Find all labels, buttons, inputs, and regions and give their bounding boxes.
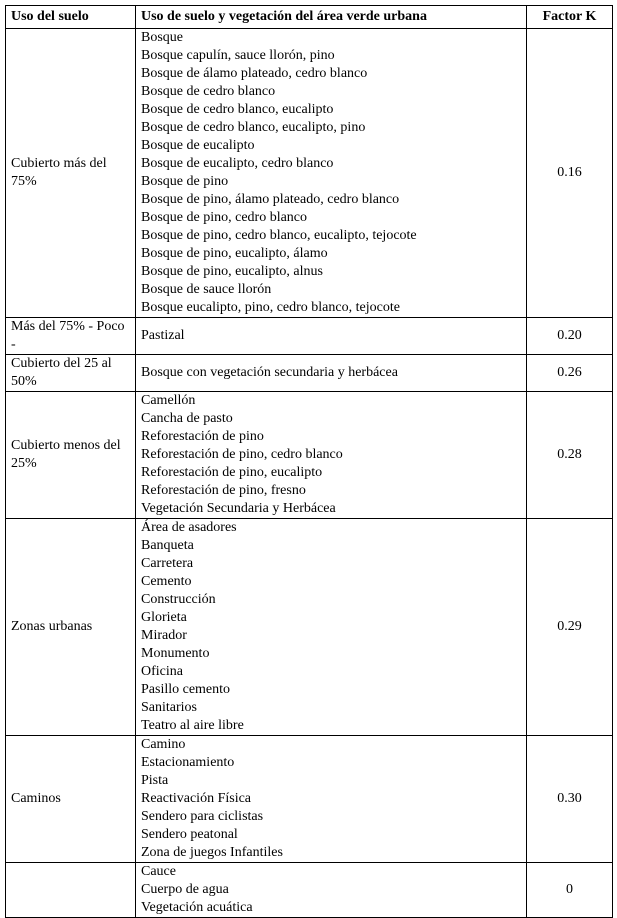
vegetation-item: Bosque de pino, cedro blanco <box>141 210 308 225</box>
vegetation-item: Cuerpo de agua <box>141 882 229 897</box>
vegetation-item: Bosque capulín, sauce llorón, pino <box>141 48 335 63</box>
table-row <box>6 519 613 736</box>
vegetation-item: Bosque de pino <box>141 174 229 189</box>
vegetation-item: Sendero para ciclistas <box>141 809 264 824</box>
land-use-cell <box>6 355 136 392</box>
factor-k-value: 0.30 <box>527 736 613 863</box>
soil-factor-table <box>5 5 613 918</box>
vegetation-item: Cancha de pasto <box>141 411 233 426</box>
vegetation-item: Cemento <box>141 574 192 589</box>
vegetation-item: Oficina <box>141 664 183 679</box>
vegetation-item: Glorieta <box>141 610 187 625</box>
vegetation-item: Vegetación Secundaria y Herbácea <box>141 501 336 516</box>
vegetation-item: Zona de juegos Infantiles <box>141 845 283 860</box>
land-use-label: Cubierto menos del 25% <box>11 438 121 471</box>
land-use-cell <box>6 736 136 863</box>
header-land-use: Uso del suelo <box>6 6 136 29</box>
table-body <box>6 29 613 918</box>
vegetation-list-cell <box>136 318 527 355</box>
vegetation-item: Pastizal <box>141 328 185 343</box>
vegetation-item: Teatro al aire libre <box>141 718 244 733</box>
vegetation-item: Bosque de pino, cedro blanco, eucalipto, tejocote <box>141 228 417 243</box>
land-use-label: Más del 75% - Poco - <box>11 319 125 352</box>
vegetation-item: Carretera <box>141 556 194 571</box>
vegetation-item: Bosque <box>141 30 183 45</box>
vegetation-item: Vegetación acuática <box>141 900 253 915</box>
land-use-label: Caminos <box>11 791 61 806</box>
land-use-label: Zonas urbanas <box>11 619 93 634</box>
vegetation-list-cell <box>136 392 527 519</box>
vegetation-item: Bosque de cedro blanco <box>141 84 276 99</box>
vegetation-item: Bosque de eucalipto <box>141 138 255 153</box>
vegetation-item: Camellón <box>141 393 196 408</box>
header-factor-k: Factor K <box>527 6 613 29</box>
vegetation-item: Camino <box>141 737 186 752</box>
vegetation-list-cell <box>136 29 527 318</box>
factor-k-value: 0.16 <box>527 29 613 318</box>
vegetation-item: Área de asadores <box>141 520 237 535</box>
vegetation-item: Bosque de álamo plateado, cedro blanco <box>141 66 368 81</box>
vegetation-item: Reforestación de pino, cedro blanco <box>141 447 343 462</box>
vegetation-item: Reforestación de pino <box>141 429 264 444</box>
land-use-cell <box>6 863 136 918</box>
vegetation-item: Reforestación de pino, fresno <box>141 483 306 498</box>
table-row <box>6 863 613 918</box>
vegetation-list-cell <box>136 519 527 736</box>
vegetation-item: Bosque de cedro blanco, eucalipto, pino <box>141 120 366 135</box>
table-row <box>6 355 613 392</box>
factor-k-value: 0.26 <box>527 355 613 392</box>
vegetation-item: Bosque de pino, eucalipto, álamo <box>141 246 328 261</box>
vegetation-list-cell <box>136 736 527 863</box>
vegetation-item: Bosque eucalipto, pino, cedro blanco, tejocote <box>141 300 400 315</box>
table-row <box>6 736 613 863</box>
land-use-label: Cubierto del 25 al 50% <box>11 356 112 389</box>
vegetation-list-cell <box>136 355 527 392</box>
land-use-cell <box>6 519 136 736</box>
vegetation-item: Bosque de pino, álamo plateado, cedro blanco <box>141 192 400 207</box>
table-row <box>6 29 613 318</box>
vegetation-item: Reactivación Física <box>141 791 252 806</box>
land-use-cell <box>6 318 136 355</box>
land-use-label: Cubierto más del 75% <box>11 156 107 189</box>
factor-k-value: 0.29 <box>527 519 613 736</box>
vegetation-item: Monumento <box>141 646 210 661</box>
vegetation-item: Construcción <box>141 592 216 607</box>
vegetation-item: Mirador <box>141 628 187 643</box>
table-row <box>6 318 613 355</box>
vegetation-item: Pasillo cemento <box>141 682 231 697</box>
vegetation-item: Sanitarios <box>141 700 197 715</box>
table-header-row <box>6 6 613 29</box>
vegetation-item: Reforestación de pino, eucalipto <box>141 465 323 480</box>
vegetation-list-cell <box>136 863 527 918</box>
land-use-cell <box>6 392 136 519</box>
factor-k-value: 0.28 <box>527 392 613 519</box>
vegetation-item: Banqueta <box>141 538 194 553</box>
vegetation-item: Bosque de eucalipto, cedro blanco <box>141 156 334 171</box>
vegetation-item: Bosque de cedro blanco, eucalipto <box>141 102 334 117</box>
header-vegetation-use: Uso de suelo y vegetación del área verde urbana <box>136 6 527 29</box>
vegetation-item: Sendero peatonal <box>141 827 238 842</box>
vegetation-item: Bosque con vegetación secundaria y herbácea <box>141 365 398 380</box>
vegetation-item: Bosque de sauce llorón <box>141 282 272 297</box>
table-row <box>6 392 613 519</box>
land-use-cell <box>6 29 136 318</box>
factor-k-value: 0 <box>527 863 613 918</box>
vegetation-item: Cauce <box>141 864 176 879</box>
vegetation-item: Pista <box>141 773 169 788</box>
vegetation-item: Bosque de pino, eucalipto, alnus <box>141 264 323 279</box>
factor-k-value: 0.20 <box>527 318 613 355</box>
vegetation-item: Estacionamiento <box>141 755 235 770</box>
